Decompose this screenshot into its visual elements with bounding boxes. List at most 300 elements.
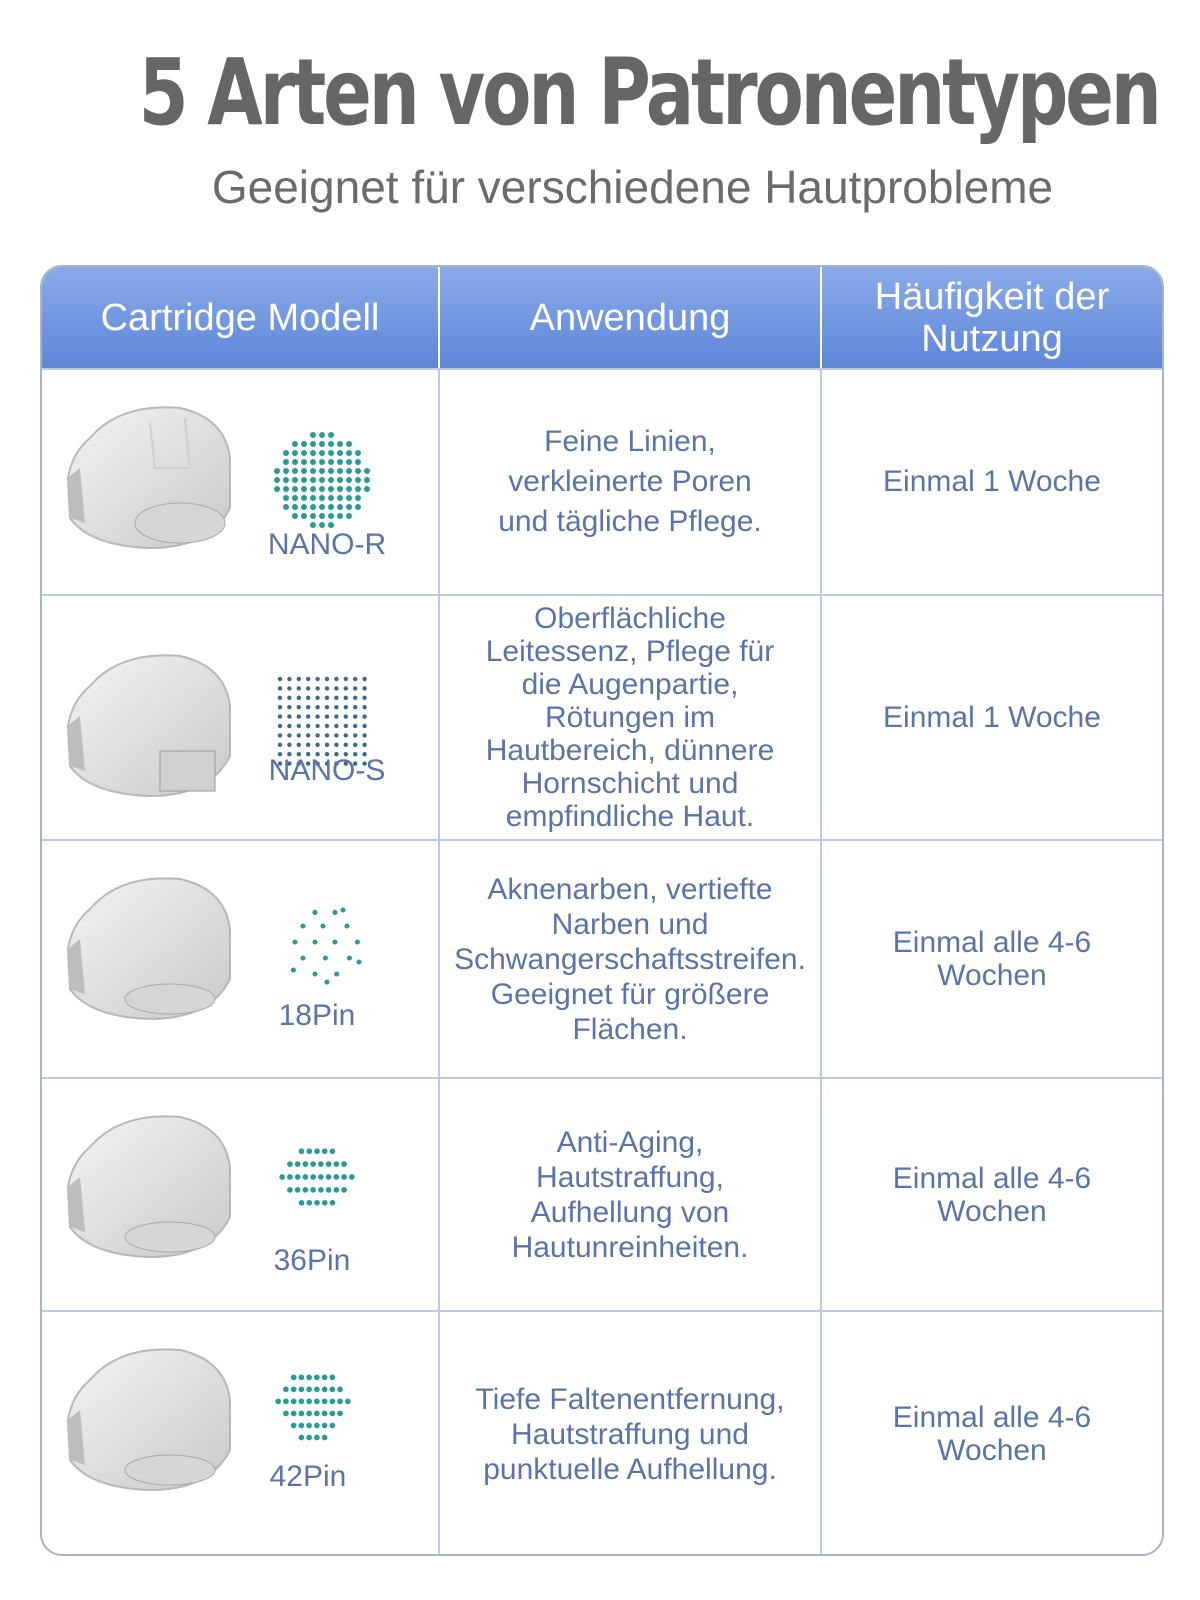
pattern-dot (310, 1161, 316, 1167)
pattern-dot (318, 1174, 324, 1180)
pattern-dot (334, 1161, 340, 1167)
dot-pattern-icon (287, 906, 367, 986)
pattern-dot (326, 1187, 332, 1193)
pattern-dot (337, 477, 343, 483)
pattern-dot (291, 1423, 297, 1429)
pattern-dot (337, 1399, 343, 1405)
pattern-dot (325, 677, 329, 681)
pattern-dot (325, 743, 329, 747)
pattern-dot (364, 468, 370, 474)
cartridge-image (60, 1340, 240, 1500)
pattern-dot (334, 971, 339, 976)
pattern-dot (330, 1374, 336, 1380)
pattern-dot (334, 705, 338, 709)
pattern-dot (292, 504, 298, 510)
pattern-dot (322, 1411, 328, 1417)
pattern-dot (319, 459, 325, 465)
pattern-dot (322, 1423, 328, 1429)
pattern-dot (355, 468, 361, 474)
table-row (42, 839, 1162, 1077)
pattern-dot (355, 450, 361, 456)
pattern-dot (310, 1187, 316, 1193)
pattern-dot (292, 468, 298, 474)
frequency-cell: Einmal 1 Woche (883, 465, 1101, 498)
header-frequency: Häufigkeit der Nutzung (874, 275, 1110, 360)
pattern-dot (346, 468, 352, 474)
pattern-dot (322, 1200, 328, 1206)
pattern-dot (353, 677, 357, 681)
pattern-dot (347, 955, 352, 960)
pattern-dot (314, 1435, 320, 1441)
pattern-dot (310, 1174, 316, 1180)
frequency-cell: Einmal alle 4-6 Wochen (892, 926, 1092, 992)
pattern-dot (306, 677, 310, 681)
pattern-dot (341, 1187, 347, 1193)
pattern-dot (291, 1387, 297, 1393)
pattern-dot (328, 486, 334, 492)
pattern-dot (297, 714, 301, 718)
pattern-dot (287, 705, 291, 709)
pattern-dot (303, 1187, 309, 1193)
pattern-dot (315, 696, 319, 700)
pattern-dot (356, 959, 361, 964)
pattern-dot (328, 477, 334, 483)
pattern-dot (337, 495, 343, 501)
pattern-dot (310, 495, 316, 501)
pattern-dot (291, 1399, 297, 1405)
pattern-dot (301, 495, 307, 501)
pattern-dot (346, 441, 352, 447)
pattern-dot (330, 1200, 336, 1206)
pattern-dot (337, 513, 343, 519)
model-label: NANO-R (267, 528, 387, 561)
pattern-dot (314, 1399, 320, 1405)
pattern-dot (283, 468, 289, 474)
cartridge-image (60, 1107, 240, 1267)
pattern-dot (341, 1161, 347, 1167)
pattern-dot (315, 743, 319, 747)
model-label: 42Pin (269, 1460, 347, 1493)
pattern-dot (319, 441, 325, 447)
pattern-dot (362, 677, 366, 681)
usage-cell: Feine Linien, verkleinerte Poren und tägliche Pflege. (440, 370, 822, 594)
pattern-dot (346, 450, 352, 456)
pattern-dot (346, 459, 352, 465)
pattern-dot (287, 696, 291, 700)
model-label: 36Pin (273, 1244, 351, 1277)
model-label: NANO-S (268, 754, 386, 787)
pattern-dot (314, 1374, 320, 1380)
pattern-dot (291, 967, 296, 972)
pattern-dot (319, 486, 325, 492)
model-cell (42, 596, 440, 839)
pattern-dot (318, 1161, 324, 1167)
pattern-dot (353, 686, 357, 690)
pattern-dot (344, 677, 348, 681)
pattern-dot (295, 1161, 301, 1167)
dot-pattern-icon (274, 1134, 360, 1220)
pattern-dot (287, 686, 291, 690)
pattern-dot (287, 714, 291, 718)
pattern-dot (287, 1174, 293, 1180)
pattern-dot (306, 1200, 312, 1206)
pattern-dot (346, 504, 352, 510)
pattern-dot (301, 513, 307, 519)
pattern-dot (340, 907, 345, 912)
pattern-dot (334, 1174, 340, 1180)
pattern-dot (355, 495, 361, 501)
pattern-dot (303, 1161, 309, 1167)
frequency-cell: Einmal 1 Woche (883, 700, 1101, 734)
table-row (42, 1310, 1162, 1556)
pattern-dot (283, 1411, 289, 1417)
pattern-dot (314, 1423, 320, 1429)
pattern-dot (301, 486, 307, 492)
pattern-dot (330, 1399, 336, 1405)
pattern-dot (310, 432, 316, 438)
pattern-dot (353, 705, 357, 709)
pattern-dot (344, 686, 348, 690)
pattern-dot (278, 743, 282, 747)
pattern-dot (315, 705, 319, 709)
pattern-dot (330, 1387, 336, 1393)
pattern-dot (353, 743, 357, 747)
pattern-dot (328, 504, 334, 510)
pattern-dot (278, 677, 282, 681)
pattern-dot (315, 677, 319, 681)
pattern-dot (323, 955, 328, 960)
pattern-dot (310, 486, 316, 492)
pattern-dot (306, 686, 310, 690)
pattern-dot (328, 513, 334, 519)
pattern-dot (306, 724, 310, 728)
pattern-dot (306, 705, 310, 709)
pattern-dot (306, 714, 310, 718)
pattern-dot (295, 1187, 301, 1193)
pattern-dot (325, 705, 329, 709)
pattern-dot (314, 1200, 320, 1206)
pattern-dot (344, 743, 348, 747)
pattern-dot (337, 1387, 343, 1393)
pattern-dot (278, 733, 282, 737)
pattern-dot (292, 477, 298, 483)
pattern-dot (334, 1187, 340, 1193)
pattern-dot (322, 1148, 328, 1154)
usage-cell: Aknenarben, vertiefte Narben und Schwangerschaftsstreifen. Geeignet für größere Flächen. (440, 841, 822, 1077)
pattern-dot (297, 677, 301, 681)
pattern-dot (314, 1387, 320, 1393)
pattern-dot (300, 955, 305, 960)
table-header (42, 267, 1162, 368)
pattern-dot (355, 939, 360, 944)
pattern-dot (322, 1374, 328, 1380)
pattern-dot (275, 1399, 281, 1405)
pattern-dot (306, 1399, 312, 1405)
pattern-dot (306, 1387, 312, 1393)
pattern-dot (287, 743, 291, 747)
pattern-dot (274, 486, 280, 492)
pattern-dot (346, 513, 352, 519)
pattern-dot (328, 468, 334, 474)
pattern-dot (306, 743, 310, 747)
pattern-dot (346, 477, 352, 483)
pattern-dot (325, 714, 329, 718)
pattern-dot (349, 1174, 355, 1180)
pattern-dot (353, 696, 357, 700)
pattern-dot (287, 733, 291, 737)
model-label: 18Pin (278, 999, 356, 1032)
pattern-dot (322, 1387, 328, 1393)
pattern-dot (301, 477, 307, 483)
pattern-dot (301, 441, 307, 447)
pattern-dot (319, 495, 325, 501)
pattern-dot (337, 468, 343, 474)
pattern-dot (314, 1148, 320, 1154)
pattern-dot (320, 923, 325, 928)
pattern-dot (279, 1174, 285, 1180)
pattern-dot (322, 1399, 328, 1405)
pattern-dot (364, 486, 370, 492)
pattern-dot (306, 696, 310, 700)
pattern-dot (291, 1374, 297, 1380)
pattern-dot (292, 441, 298, 447)
pattern-dot (325, 724, 329, 728)
pattern-dot (337, 441, 343, 447)
pattern-dot (283, 504, 289, 510)
pattern-dot (330, 1423, 336, 1429)
pattern-dot (353, 733, 357, 737)
page-subtitle: Geeignet für verschiedene Hautprobleme (211, 161, 1054, 213)
pattern-dot (319, 432, 325, 438)
pattern-dot (334, 724, 338, 728)
pattern-dot (306, 1411, 312, 1417)
pattern-dot (344, 724, 348, 728)
pattern-dot (292, 459, 298, 465)
pattern-dot (337, 486, 343, 492)
model-cell (42, 1312, 440, 1556)
pattern-dot (328, 495, 334, 501)
pattern-dot (344, 733, 348, 737)
pattern-dot (299, 1423, 305, 1429)
pattern-dot (328, 459, 334, 465)
pattern-dot (334, 714, 338, 718)
pattern-dot (315, 724, 319, 728)
pattern-dot (283, 477, 289, 483)
pattern-dot (314, 1411, 320, 1417)
dot-pattern-icon (272, 430, 372, 530)
pattern-dot (283, 486, 289, 492)
pattern-dot (312, 910, 317, 915)
pattern-dot (292, 939, 297, 944)
pattern-dot (292, 486, 298, 492)
dot-pattern-icon (270, 1367, 356, 1453)
pattern-dot (362, 686, 366, 690)
pattern-dot (297, 724, 301, 728)
page-title: 5 Arten von Patronentypen (138, 39, 1159, 146)
pattern-dot (318, 1187, 324, 1193)
pattern-dot (345, 1399, 351, 1405)
pattern-dot (287, 1187, 293, 1193)
model-cell (42, 370, 440, 594)
pattern-dot (292, 495, 298, 501)
pattern-dot (337, 504, 343, 510)
pattern-dot (330, 1411, 336, 1417)
pattern-dot (283, 459, 289, 465)
pattern-dot (344, 705, 348, 709)
model-cell (42, 1079, 440, 1310)
pattern-dot (278, 696, 282, 700)
pattern-dot (301, 504, 307, 510)
pattern-dot (362, 705, 366, 709)
pattern-dot (299, 1411, 305, 1417)
pattern-dot (310, 450, 316, 456)
pattern-dot (297, 733, 301, 737)
pattern-dot (278, 714, 282, 718)
pattern-dot (315, 733, 319, 737)
pattern-dot (362, 714, 366, 718)
pattern-dot (325, 686, 329, 690)
pattern-dot (299, 1374, 305, 1380)
usage-cell: Tiefe Faltenentfernung, Hautstraffung und punktuelle Aufhellung. (440, 1312, 822, 1556)
header-cartridge-model: Cartridge Modell (42, 267, 440, 368)
pattern-dot (292, 450, 298, 456)
pattern-dot (299, 1399, 305, 1405)
pattern-dot (287, 677, 291, 681)
pattern-dot (334, 686, 338, 690)
pattern-dot (362, 743, 366, 747)
pattern-dot (312, 971, 317, 976)
pattern-dot (315, 686, 319, 690)
frequency-cell: Einmal alle 4-6 Wochen (892, 1161, 1092, 1228)
pattern-dot (299, 1148, 305, 1154)
model-cell (42, 841, 440, 1077)
pattern-dot (292, 513, 298, 519)
pattern-dot (344, 696, 348, 700)
pattern-dot (306, 1374, 312, 1380)
pattern-dot (297, 696, 301, 700)
pattern-dot (274, 468, 280, 474)
pattern-dot (283, 1399, 289, 1405)
pattern-dot (334, 743, 338, 747)
table-row (42, 1077, 1162, 1310)
pattern-dot (283, 495, 289, 501)
pattern-dot (299, 1387, 305, 1393)
cartridge-image (60, 398, 240, 558)
header-application: Anwendung (440, 267, 822, 368)
pattern-dot (278, 724, 282, 728)
cartridge-image (60, 869, 240, 1029)
pattern-dot (322, 1435, 328, 1441)
pattern-dot (344, 923, 349, 928)
pattern-dot (301, 459, 307, 465)
cartridge-table (40, 265, 1164, 1556)
pattern-dot (324, 979, 329, 984)
cartridge-image (60, 646, 240, 806)
pattern-dot (364, 477, 370, 483)
pattern-dot (337, 450, 343, 456)
pattern-dot (325, 696, 329, 700)
pattern-dot (326, 1174, 332, 1180)
pattern-dot (283, 450, 289, 456)
pattern-dot (332, 939, 337, 944)
pattern-dot (310, 441, 316, 447)
pattern-dot (355, 477, 361, 483)
pattern-dot (319, 513, 325, 519)
pattern-dot (334, 696, 338, 700)
pattern-dot (303, 1174, 309, 1180)
pattern-dot (287, 724, 291, 728)
pattern-dot (297, 705, 301, 709)
pattern-dot (346, 495, 352, 501)
pattern-dot (319, 504, 325, 510)
pattern-dot (325, 733, 329, 737)
pattern-dot (362, 696, 366, 700)
pattern-dot (310, 459, 316, 465)
pattern-dot (278, 686, 282, 690)
pattern-dot (330, 1148, 336, 1154)
pattern-dot (362, 724, 366, 728)
pattern-dot (362, 733, 366, 737)
pattern-dot (328, 432, 334, 438)
pattern-dot (319, 468, 325, 474)
pattern-dot (295, 1174, 301, 1180)
pattern-dot (332, 910, 337, 915)
pattern-dot (301, 468, 307, 474)
pattern-dot (291, 1411, 297, 1417)
pattern-dot (306, 1435, 312, 1441)
pattern-dot (274, 477, 280, 483)
pattern-dot (312, 939, 317, 944)
pattern-dot (306, 733, 310, 737)
pattern-dot (319, 477, 325, 483)
pattern-dot (306, 1148, 312, 1154)
pattern-dot (283, 1387, 289, 1393)
table-row (42, 368, 1162, 594)
pattern-dot (310, 468, 316, 474)
pattern-dot (299, 1435, 305, 1441)
pattern-dot (355, 459, 361, 465)
pattern-dot (353, 714, 357, 718)
pattern-dot (306, 1423, 312, 1429)
pattern-dot (355, 504, 361, 510)
pattern-dot (299, 1200, 305, 1206)
pattern-dot (297, 686, 301, 690)
pattern-dot (328, 450, 334, 456)
pattern-dot (287, 1161, 293, 1167)
pattern-dot (334, 733, 338, 737)
pattern-dot (328, 441, 334, 447)
pattern-dot (337, 1411, 343, 1417)
pattern-dot (310, 504, 316, 510)
usage-cell: Oberflächliche Leitessenz, Pflege für die Augenpartie, Rötungen im Hautbereich, dünnere Hornschicht und empfindliche Haut. (440, 596, 822, 839)
frequency-cell: Einmal alle 4-6 Wochen (892, 1401, 1092, 1467)
pattern-dot (353, 724, 357, 728)
table-row (42, 594, 1162, 839)
pattern-dot (337, 459, 343, 465)
pattern-dot (346, 486, 352, 492)
pattern-dot (344, 714, 348, 718)
pattern-dot (278, 705, 282, 709)
pattern-dot (315, 714, 319, 718)
pattern-dot (310, 513, 316, 519)
pattern-dot (341, 1174, 347, 1180)
pattern-dot (334, 677, 338, 681)
pattern-dot (319, 450, 325, 456)
pattern-dot (326, 1161, 332, 1167)
usage-cell: Anti-Aging, Hautstraffung, Aufhellung von Hautunreinheiten. (440, 1079, 822, 1310)
pattern-dot (297, 743, 301, 747)
pattern-dot (300, 923, 305, 928)
